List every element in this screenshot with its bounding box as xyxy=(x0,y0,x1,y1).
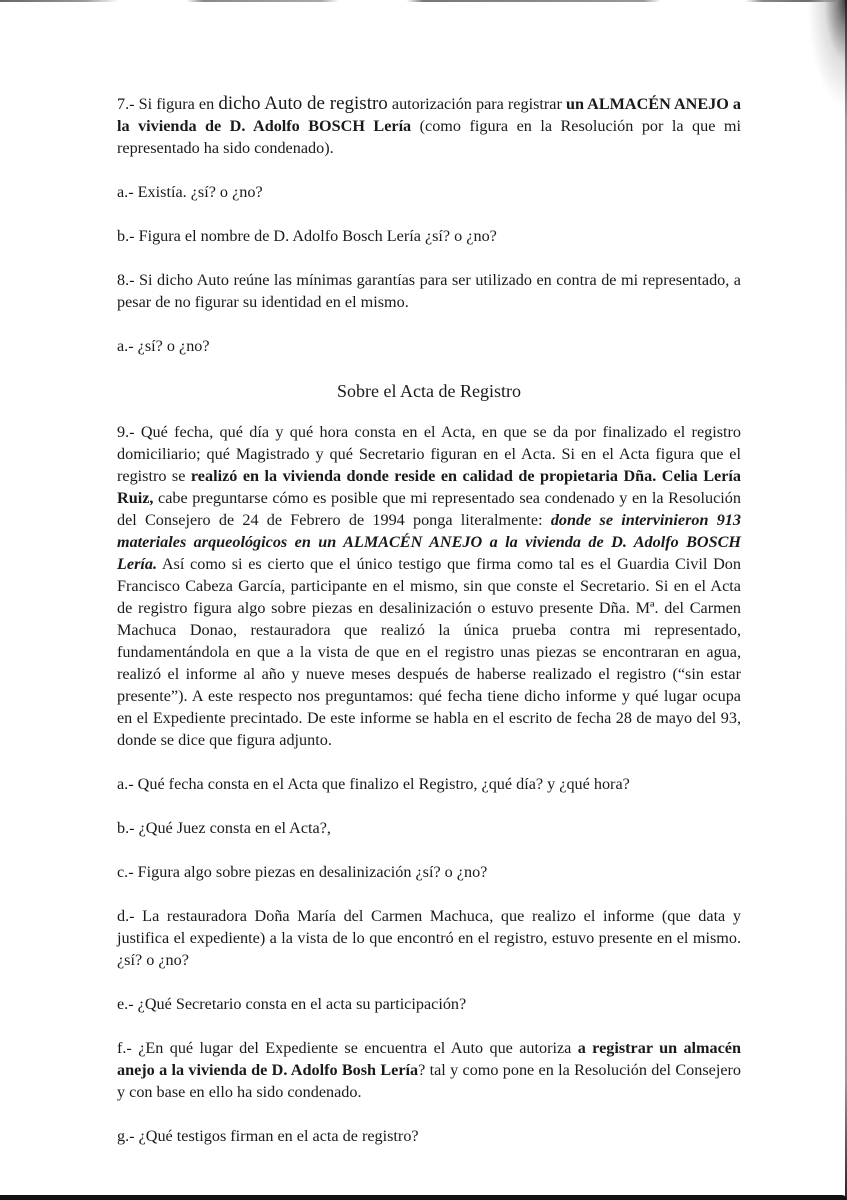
bold-italic-quote: donde se intervinieron 913 materiales arqueológicos en un ALMACÉN ANEJO a la vivienda de D. Adolfo BOSCH Lería. xyxy=(117,511,741,573)
section-9-item-f: f.- ¿En qué lugar del Expediente se encuentra el Auto que autoriza a registrar un almacén anejo a la vivienda de D. Adolfo Bosh Lería? tal y como pone en la Resolución del Consejero y con base en ello ha sido condenado. xyxy=(117,1039,741,1101)
section-heading: Sobre el Acta de Registro xyxy=(337,381,521,401)
bold-emphasis: realizó en la vivienda donde reside en calidad de propietaria Dña. Celia Lería Ruiz, xyxy=(117,467,741,507)
section-9-item-c: c.- Figura algo sobre piezas en desalinización ¿sí? o ¿no? xyxy=(117,863,488,881)
scan-corner-shadow xyxy=(807,0,847,110)
section-8-paragraph: 8.- Si dicho Auto reúne las mínimas garantías para ser utilizado en contra de mi representado, a pesar de no figurar su identidad en el mismo. xyxy=(117,271,741,311)
bold-emphasis: un ALMACÉN ANEJO a la vivienda de D. Adolfo BOSCH Lería xyxy=(117,95,741,135)
section-9-item-a: a.- Qué fecha consta en el Acta que finalizo el Registro, ¿qué día? y ¿qué hora? xyxy=(117,775,630,793)
section-9-item-e: e.- ¿Qué Secretario consta en el acta su participación? xyxy=(117,995,467,1013)
section-9-item-b: b.- ¿Qué Juez consta en el Acta?, xyxy=(117,819,331,837)
section-9-item-d: d.- La restauradora Doña María del Carmen Machuca, que realizo el informe (que data y justifica el expediente) a la vista de lo que encontró en el registro, estuvo presente en el mismo. ¿sí? o ¿no? xyxy=(117,907,741,969)
section-9-paragraph: 9.- Qué fecha, qué día y qué hora consta en el Acta, en que se da por finalizado el registro domiciliario; qué Magistrado y qué Secretario figuran en el Acta. Si en el Acta figura que el registro se realizó en la vivienda donde reside en calidad de propietaria Dña. Celia Lería Ruiz, cabe preguntarse cómo es posible que mi representado sea condenado y en la Resolución del Consejero de 24 de Febrero de 1994 ponga literalmente: donde se intervinieron 913 materiales arqueológicos en un ALMACÉN ANEJO a la vivienda de D. Adolfo BOSCH Lería. Así como si es cierto que el único testigo que firma como tal es el Guardia Civil Don Francisco Cabeza García, participante en el mismo, sin que conste el Secretario. Si en el Acta de registro figura algo sobre piezas en desalinización o estuvo presente Dña. Mª. del Carmen Machuca Donao, restauradora que realizó la única prueba contra mi representado, fundamentándola en que a la vista de que en el registro unas piezas se encontraran en agua, realizó el informe al año y nueve meses después de haberse realizado el registro (“sin estar presente”). A este respecto nos preguntamos: qué fecha tiene dicho informe y qué lugar ocupa en el Expediente precintado. De este informe se habla en el escrito de fecha 28 de mayo del 93, donde se dice que figura adjunto. xyxy=(117,423,741,749)
scan-edge-top xyxy=(0,0,847,2)
scan-edge-bottom xyxy=(0,1195,847,1200)
bold-emphasis: a registrar un almacén anejo a la vivienda de D. Adolfo Bosh Lería xyxy=(117,1039,741,1079)
section-9-item-g: g.- ¿Qué testigos firman en el acta de registro? xyxy=(117,1127,419,1145)
document-page xyxy=(117,93,741,1169)
section-7-paragraph: 7.- Si figura en dicho Auto de registro autorización para registrar un ALMACÉN ANEJO a la vivienda de D. Adolfo BOSCH Lería (como figura en la Resolución por la que mi representado ha sido condenado). xyxy=(117,93,741,157)
section-7-item-a: a.- Existía. ¿sí? o ¿no? xyxy=(117,183,263,201)
section-7-item-b: b.- Figura el nombre de D. Adolfo Bosch Lería ¿sí? o ¿no? xyxy=(117,227,497,245)
section-8-item-a: a.- ¿sí? o ¿no? xyxy=(117,337,210,355)
